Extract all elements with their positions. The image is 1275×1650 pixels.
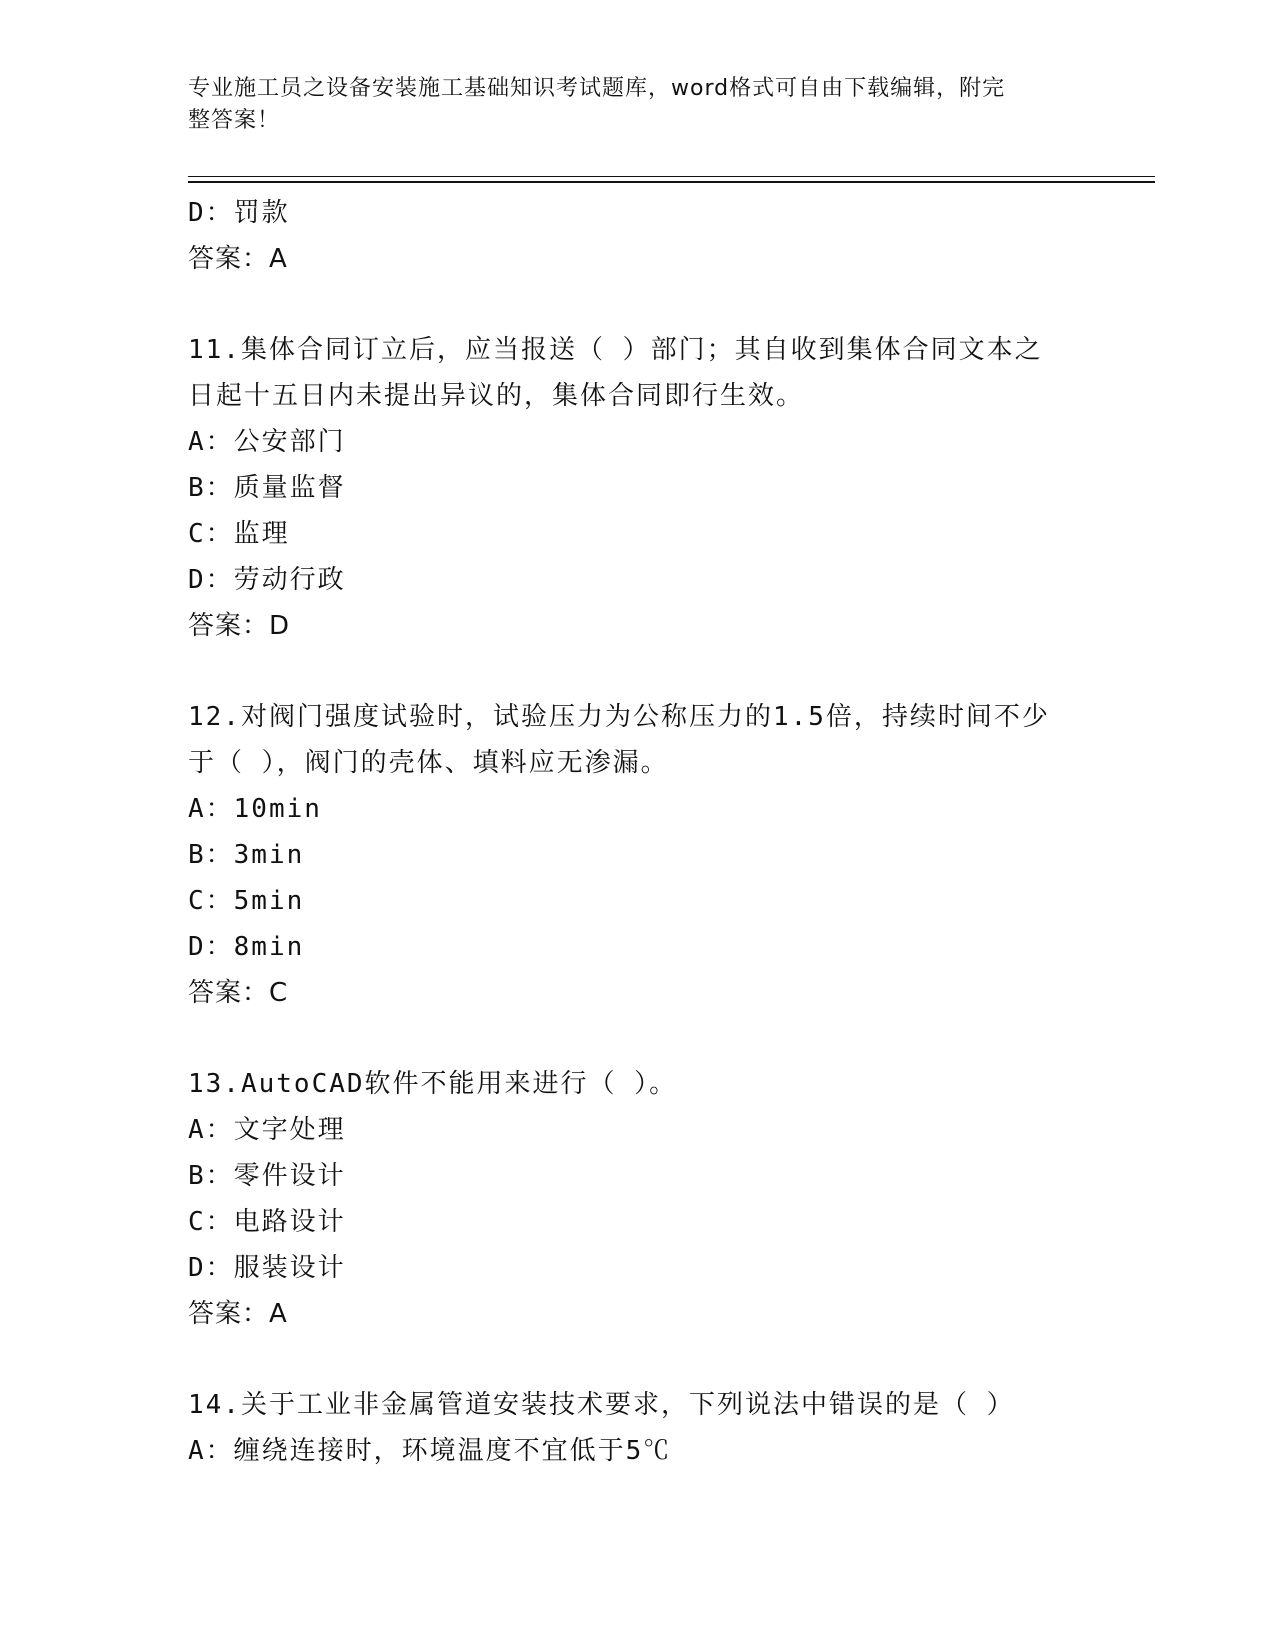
question-stem-line-2: 日起十五日内未提出异议的，集体合同即行生效。 [188, 381, 805, 411]
question-stem-line-1: 11.集体合同订立后，应当报送（ ）部门；其自收到集体合同文本之 [188, 335, 1043, 365]
previous-question-tail [188, 190, 1148, 282]
option-d: D：劳动行政 [188, 565, 346, 595]
answer-line: 答案：A [188, 1299, 288, 1329]
answer-line: 答案：D [188, 611, 291, 641]
option-c: C：监理 [188, 519, 290, 549]
question-13 [188, 1061, 1148, 1337]
option-b: B：3min [188, 840, 305, 870]
document-header [188, 73, 1068, 137]
question-stem-line-1: 14.关于工业非金属管道安装技术要求，下列说法中错误的是（ ） [188, 1390, 1015, 1420]
question-stem-line-1: 13.AutoCAD软件不能用来进行（ ）。 [188, 1069, 678, 1099]
question-12 [188, 694, 1148, 1016]
answer-line: 答案：A [188, 244, 288, 274]
header-divider-thin [188, 176, 1155, 177]
header-line-2: 整答案！ [188, 108, 281, 133]
option-a: A：公安部门 [188, 427, 346, 457]
header-divider-thick [188, 181, 1155, 183]
option-d: D：罚款 [188, 198, 290, 228]
option-a: A：缠绕连接时，环境温度不宜低于5℃ [188, 1436, 672, 1466]
question-stem-line-2: 于（ ），阀门的壳体、填料应无渗漏。 [188, 748, 669, 778]
question-stem-line-1: 12.对阀门强度试验时，试验压力为公称压力的1.5倍，持续时间不少 [188, 702, 1050, 732]
option-c: C：电路设计 [188, 1207, 346, 1237]
option-c: C：5min [188, 886, 305, 916]
answer-line: 答案：C [188, 978, 289, 1008]
question-content [188, 190, 1148, 1474]
header-line-1: 专业施工员之设备安装施工基础知识考试题库，word格式可自由下载编辑，附完 [188, 76, 1006, 101]
option-a: A：文字处理 [188, 1115, 346, 1145]
option-a: A：10min [188, 794, 322, 824]
question-11 [188, 327, 1148, 649]
option-d: D：服装设计 [188, 1253, 346, 1283]
option-d: D：8min [188, 932, 305, 962]
option-b: B：质量监督 [188, 473, 346, 503]
question-14 [188, 1382, 1148, 1474]
option-b: B：零件设计 [188, 1161, 346, 1191]
